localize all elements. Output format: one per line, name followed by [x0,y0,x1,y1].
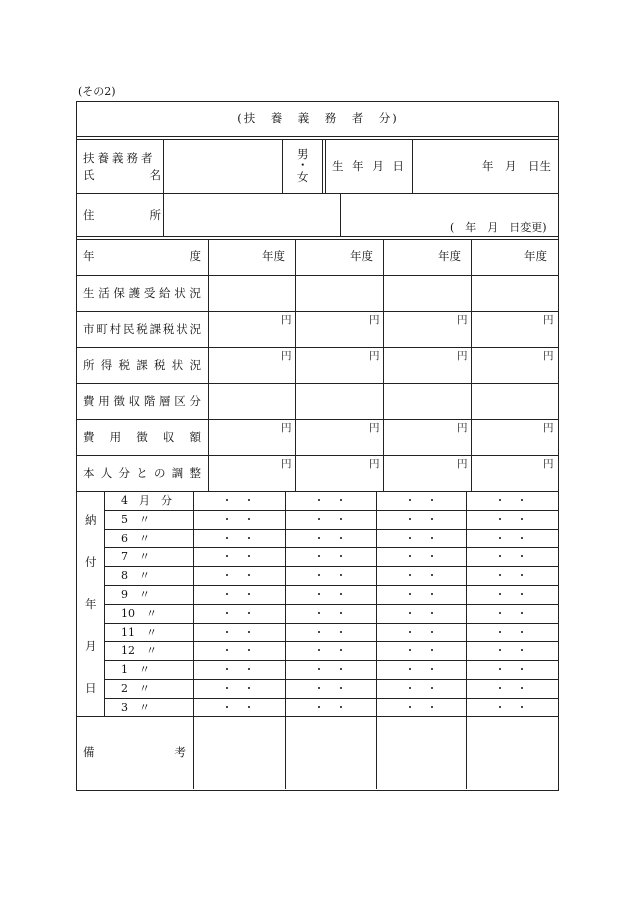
payment-label-char: 月 [85,639,97,653]
payment-date-cell[interactable]: ・ ・ [313,700,347,714]
payment-date-cell[interactable]: ・ ・ [404,663,438,677]
sex-female[interactable]: 女 [297,170,309,184]
payment-date-cell[interactable]: ・ ・ [494,569,528,583]
month-label: 2 〃 [121,682,150,695]
yen-unit: 円 [457,458,468,470]
yen-unit: 円 [543,458,554,470]
payment-date-cell[interactable]: ・ ・ [313,625,347,639]
payment-date-cell[interactable]: ・ ・ [404,700,438,714]
payment-date-cell[interactable]: ・ ・ [494,663,528,677]
year-cell-1[interactable]: 年度 [262,249,285,263]
payment-date-cell[interactable]: ・ ・ [221,588,255,601]
month-label: 1 〃 [121,663,150,677]
payment-date-cell[interactable]: ・ ・ [404,625,438,639]
name-field[interactable] [164,140,282,193]
payment-date-cell[interactable]: ・ ・ [404,569,438,583]
payment-date-cell[interactable]: ・ ・ [221,606,255,620]
yen-unit: 円 [369,350,380,362]
payment-date-cell[interactable]: ・ ・ [221,663,255,677]
year-cell-3[interactable]: 年度 [438,249,461,263]
payment-label-char: 年 [85,597,97,611]
payment-date-cell[interactable]: ・ ・ [313,588,347,601]
month-label: 10 〃 [121,606,157,620]
payment-date-cell[interactable]: ・ ・ [313,512,347,526]
month-label: 9 〃 [121,588,150,601]
status-cell[interactable] [472,384,556,418]
month-label: 6 〃 [121,531,150,545]
yen-unit: 円 [281,314,292,326]
payment-date-cell[interactable]: ・ ・ [221,700,255,714]
yen-unit: 円 [457,350,468,362]
month-label: 12 〃 [121,644,157,658]
payment-date-cell[interactable]: ・ ・ [313,606,347,620]
remarks-cell[interactable] [286,717,375,788]
payment-date-cell[interactable]: ・ ・ [313,569,347,583]
month-label: 4 月 分 [121,494,172,507]
year-cell-4[interactable]: 年度 [524,249,547,263]
remarks-cell[interactable] [194,717,284,788]
yen-unit: 円 [457,422,468,434]
payment-date-cell[interactable]: ・ ・ [494,494,528,507]
payment-date-cell[interactable]: ・ ・ [221,644,255,658]
payment-date-cell[interactable]: ・ ・ [404,644,438,658]
payment-date-cell[interactable]: ・ ・ [313,494,347,507]
status-cell[interactable] [209,384,294,418]
payment-date-cell[interactable]: ・ ・ [494,625,528,639]
page-label: (その2) [78,85,116,98]
payment-date-cell[interactable]: ・ ・ [221,550,255,564]
payment-date-cell[interactable]: ・ ・ [404,550,438,564]
payment-date-cell[interactable]: ・ ・ [221,494,255,507]
payment-date-cell[interactable]: ・ ・ [404,531,438,545]
obligor-name-label-1: 扶養義務者 [83,151,156,165]
status-cell[interactable] [296,384,382,418]
month-label: 11 〃 [121,625,157,639]
payment-label-char: 納 [85,513,97,527]
payment-date-cell[interactable]: ・ ・ [404,512,438,526]
row-label: 費 用 徴 収 額 [83,430,201,444]
payment-date-cell[interactable]: ・ ・ [221,569,255,583]
status-cell[interactable] [472,276,556,310]
yen-unit: 円 [543,314,554,326]
status-cell[interactable] [384,384,470,418]
address-label: 住 所 [83,208,161,222]
payment-date-cell[interactable]: ・ ・ [494,700,528,714]
birth-date-field[interactable]: 年 月 日生 [482,159,551,173]
remarks-cell[interactable] [377,717,465,788]
row-label: 所 得 税 課 税 状 況 [83,358,201,372]
payment-date-cell[interactable]: ・ ・ [494,550,528,564]
row-label: 費 用 徴 収 階 層 区 分 [83,394,201,408]
row-label: 市 町 村 民 税 課 税 状 況 [83,322,201,336]
yen-unit: 円 [281,458,292,470]
yen-unit: 円 [543,350,554,362]
status-cell[interactable] [384,276,470,310]
year-cell-2[interactable]: 年度 [350,249,373,263]
payment-date-cell[interactable]: ・ ・ [313,663,347,677]
payment-date-cell[interactable]: ・ ・ [404,494,438,507]
status-cell[interactable] [296,276,382,310]
sex-male[interactable]: 男 [297,147,309,161]
yen-unit: 円 [543,422,554,434]
month-label: 8 〃 [121,569,150,583]
yen-unit: 円 [281,350,292,362]
year-label: 年 度 [83,249,201,263]
payment-label-char: 日 [85,681,97,695]
remarks-label: 備 考 [83,745,186,759]
status-cell[interactable] [209,276,294,310]
payment-date-cell[interactable]: ・ ・ [221,682,255,695]
payment-date-cell[interactable]: ・ ・ [494,606,528,620]
row-label: 生 活 保 護 受 給 状 況 [83,286,201,300]
payment-date-cell[interactable]: ・ ・ [221,531,255,545]
payment-label-char: 付 [85,555,97,569]
payment-date-cell[interactable]: ・ ・ [494,682,528,695]
payment-date-cell[interactable]: ・ ・ [494,531,528,545]
birth-label: 生 年 月 日 [332,159,404,173]
payment-date-cell[interactable]: ・ ・ [313,531,347,545]
payment-date-cell[interactable]: ・ ・ [404,682,438,695]
address-change-date[interactable]: ( 年 月 日変更) [450,221,547,234]
yen-unit: 円 [369,458,380,470]
payment-date-cell[interactable]: ・ ・ [221,512,255,526]
payment-date-cell[interactable]: ・ ・ [494,644,528,658]
remarks-cell[interactable] [467,717,556,788]
payment-date-cell[interactable]: ・ ・ [221,625,255,639]
month-label: 5 〃 [121,512,150,526]
payment-date-cell[interactable]: ・ ・ [404,588,438,601]
payment-date-cell[interactable]: ・ ・ [494,588,528,601]
month-label: 7 〃 [121,550,150,564]
row-label: 本 人 分 と の 調 整 [83,466,201,480]
sex-dot: ・ [297,158,309,172]
form-title: (扶 養 義 務 者 分) [237,111,399,125]
yen-unit: 円 [369,314,380,326]
yen-unit: 円 [281,422,292,434]
payment-date-cell[interactable]: ・ ・ [404,606,438,620]
month-label: 3 〃 [121,700,150,714]
yen-unit: 円 [369,422,380,434]
payment-date-cell[interactable]: ・ ・ [494,512,528,526]
obligor-name-label-2: 氏 名 [83,168,161,182]
yen-unit: 円 [457,314,468,326]
payment-date-cell[interactable]: ・ ・ [313,682,347,695]
payment-date-cell[interactable]: ・ ・ [313,550,347,564]
payment-date-cell[interactable]: ・ ・ [313,644,347,658]
